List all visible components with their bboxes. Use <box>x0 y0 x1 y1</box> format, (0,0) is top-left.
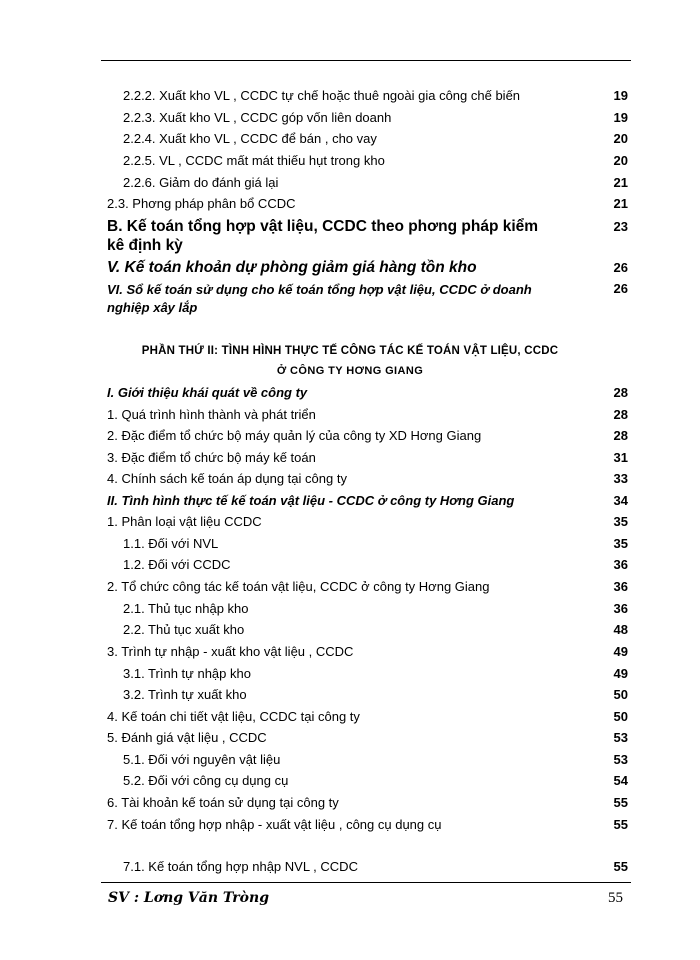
toc-entry-text: 2.2.5. VL , CCDC mất mát thiếu hụt trong kho <box>123 153 385 168</box>
toc-entry-page: 50 <box>613 687 628 702</box>
toc-entry-text: 2.2. Thủ tục xuất kho <box>123 622 245 637</box>
toc-entry-page: 54 <box>613 773 628 788</box>
toc-entry-page: 36 <box>613 579 628 594</box>
header-rule <box>101 60 631 61</box>
toc-entry-page: 23 <box>613 219 628 234</box>
toc-entry-page: 55 <box>613 859 628 874</box>
toc-entry-text-line2: kê định kỳ <box>107 237 183 254</box>
toc-entry-page: 33 <box>613 471 628 486</box>
part-heading-line1: PHẦN THỨ II: TÌNH HÌNH THỰC TẾ CÔNG TÁC KẾ TOÁN VẬT LIỆU, CCDC <box>141 345 559 357</box>
toc-entry-page: 21 <box>613 196 628 211</box>
toc-entry-text: 4. Chính sách kế toán áp dụng tại công ty <box>107 471 347 486</box>
toc-entry-text: 6. Tài khoản kế toán sử dụng tại công ty <box>107 795 339 810</box>
toc-entry-text: 1. Quá trình hình thành và phát triển <box>107 407 316 422</box>
toc-entry-page: 19 <box>613 110 628 125</box>
toc-entry-text: 5.1. Đối với nguyên vật liệu <box>123 752 281 767</box>
toc-entry-text: 2. Đặc điểm tổ chức bộ máy quản lý của công ty XD Hơng Giang <box>107 428 482 443</box>
toc-entry-text: 2.3. Phơng pháp phân bổ CCDC <box>107 196 296 211</box>
footer-rule <box>101 882 631 883</box>
toc-entry-page: 35 <box>613 514 628 529</box>
part-heading-line2: Ở CÔNG TY HƠNG GIANG <box>276 365 424 377</box>
toc-entry-page: 28 <box>613 385 628 400</box>
toc-entry-text: 2.1. Thủ tục nhập kho <box>123 601 249 616</box>
toc-entry-text-line1: B. Kế toán tổng hợp vật liệu, CCDC theo phơng pháp kiểm <box>107 218 539 235</box>
toc-entry-text: 3. Trình tự nhập - xuất kho vật liệu , CCDC <box>107 644 354 659</box>
toc-entry-text: 3.1. Trình tự nhập kho <box>123 666 251 681</box>
toc-entry-text: II. Tình hình thực tế kế toán vật liệu - CCDC ở công ty Hơng Giang <box>107 493 515 508</box>
toc-entry-page: 28 <box>613 407 628 422</box>
toc-entry-page: 36 <box>613 557 628 572</box>
toc-entry-text-line1: VI. Sổ kế toán sử dụng cho kế toán tổng hợp vật liệu, CCDC ở doanh <box>107 282 532 297</box>
footer-page-number: 55 <box>608 890 623 906</box>
toc-entry-page: 21 <box>613 175 628 190</box>
toc-entry-page: 55 <box>613 795 628 810</box>
toc-entry-page: 26 <box>613 281 628 296</box>
toc-entry-page: 20 <box>613 153 628 168</box>
toc-entry-text: 7. Kế toán tổng hợp nhập - xuất vật liệu , công cụ dụng cụ <box>107 817 442 832</box>
toc-entry-text: 1.2. Đối với CCDC <box>123 557 231 572</box>
toc-entry-text: 2. Tổ chức công tác kế toán vật liệu, CCDC ở công ty Hơng Giang <box>107 579 490 594</box>
toc-entry-text: 1.1. Đối với NVL <box>123 536 219 551</box>
toc-entry-text: 5.2. Đối với công cụ dụng cụ <box>123 773 289 788</box>
toc-entry-text: 2.2.4. Xuất kho VL , CCDC để bán , cho vay <box>123 131 377 146</box>
toc-entry-page: 55 <box>613 817 628 832</box>
toc-entry-text: 4. Kế toán chi tiết vật liệu, CCDC tại công ty <box>107 709 360 724</box>
toc-entry-page: 49 <box>613 666 628 681</box>
toc-entry-text: 2.2.2. Xuất kho VL , CCDC tự chế hoặc thuê ngoài gia công chế biến <box>123 88 521 103</box>
toc-entry-page: 19 <box>613 88 628 103</box>
toc-entry-text-line2: nghiệp xây lắp <box>107 300 198 315</box>
toc-entry-page: 36 <box>613 601 628 616</box>
toc-entry-page: 20 <box>613 131 628 146</box>
toc-entry-text: 1. Phân loại vật liệu CCDC <box>107 514 262 529</box>
toc-entry-text: 3. Đặc điểm tổ chức bộ máy kế toán <box>107 450 316 465</box>
footer-author: SV : Lơng Văn Tròng <box>108 890 269 906</box>
toc-entry-text: I. Giới thiệu khái quát về công ty <box>107 385 308 400</box>
toc-entry-text: 2.2.6. Giảm do đánh giá lại <box>123 175 279 190</box>
toc-entry-text: V. Kế toán khoản dự phòng giảm giá hàng tồn kho <box>107 259 477 276</box>
toc-entry-page: 34 <box>613 493 628 508</box>
toc-entry-page: 49 <box>613 644 628 659</box>
toc-entry-text: 7.1. Kế toán tổng hợp nhập NVL , CCDC <box>123 859 358 874</box>
toc-entry-page: 48 <box>613 622 628 637</box>
toc-entry-text: 5. Đánh giá vật liệu , CCDC <box>107 730 267 745</box>
toc-entry-page: 50 <box>613 709 628 724</box>
toc-entry-page: 53 <box>613 730 628 745</box>
toc-entry-text: 3.2. Trình tự xuất kho <box>123 687 247 702</box>
toc-entry-page: 31 <box>613 450 628 465</box>
toc-entry-text: 2.2.3. Xuất kho VL , CCDC góp vốn liên doanh <box>123 110 392 125</box>
toc-entry-page: 28 <box>613 428 628 443</box>
toc-entry-page: 35 <box>613 536 628 551</box>
toc-entry-page: 26 <box>613 260 628 275</box>
toc-entry-page: 53 <box>613 752 628 767</box>
